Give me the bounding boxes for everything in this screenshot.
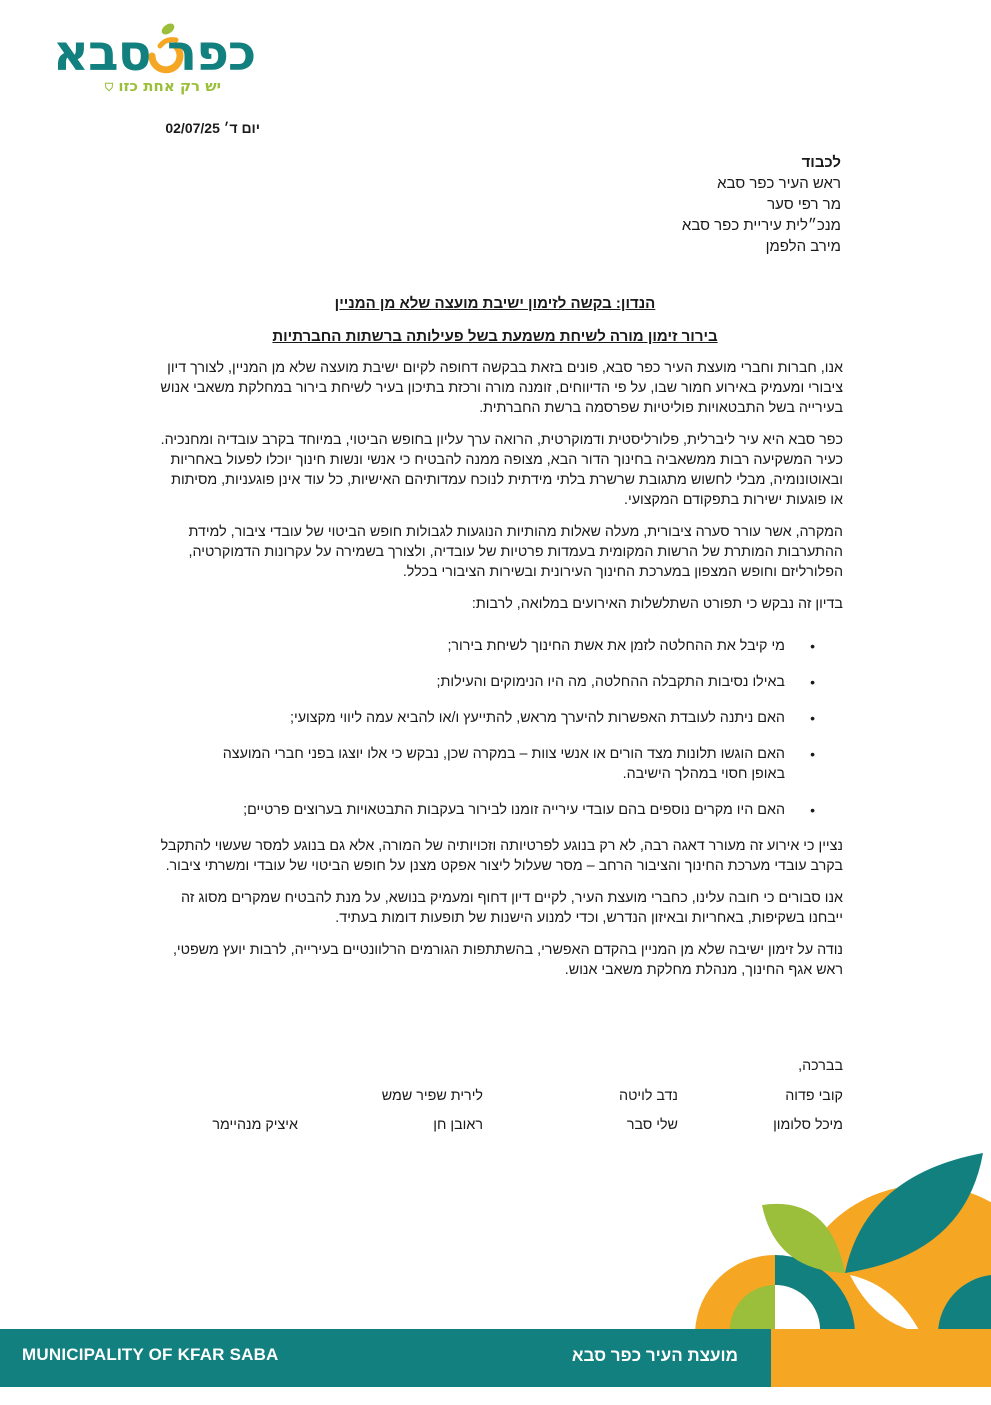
- municipality-logo: [38, 20, 270, 96]
- bullet-icon: •: [810, 746, 815, 762]
- body-paragraph: נודה על זימון ישיבה שלא מן המניין בהקדם האפשרי, בהשתתפות הגורמים הרלוונטיים בעירייה, לרבות יועץ משפטי, ראש אגף החינוך, מנהלת מחלקת משאבי אנוש.: [172, 942, 843, 978]
- signatory-name: קובי פדוה: [785, 1088, 843, 1104]
- recipient-block: [541, 152, 841, 257]
- shield-icon: ⛉: [104, 81, 114, 94]
- signatory-name: מיכל סלומון: [773, 1117, 843, 1133]
- list-item: • באילו נסיבות התקבלה ההחלטה, מה היו הנימוקים והעילות;: [436, 674, 815, 690]
- signatory-name: [158, 1088, 298, 1104]
- recipient-line: ראש העיר כפר סבא: [717, 175, 841, 192]
- signatory-name: איציק מנהיימר: [212, 1117, 298, 1133]
- signature-row: [150, 1117, 843, 1133]
- body-paragraph: המקרה, אשר עורר סערה ציבורית, מעלה שאלות מהותיות הנוגעות לגבולות חופש הביטוי של עובדי ציבור, למידת ההתערבות המותרת של הרשות המקומית בעמדות פרטיות של עובדיה, ולצורך בשמירה על עקרונות הדמוקרטיה, הפלורליזם וחופש המצפון במערכת החינוך העירונית ובשירות הציבורי בכלל.: [188, 524, 843, 580]
- signatory-name: לירית שפיר שמש: [381, 1088, 483, 1104]
- list-item: • האם היו מקרים נוספים בהם עובדי עירייה זומנו לבירור בעקבות התבטאויות בערוצים פרטיים;: [243, 802, 815, 818]
- signatory-name: ראובן חן: [433, 1117, 483, 1133]
- list-item: • מי קיבל את ההחלטה לזמן את אשת החינוך לשיחת בירור;: [447, 638, 815, 654]
- logo-title: כפר סבא: [52, 24, 256, 82]
- subject-subline: בירור זימון מורה לשיחת משמעת בשל פעילותה ברשתות החברתיות: [272, 328, 718, 345]
- signature-block: [150, 1058, 843, 1146]
- signatory-name: נדב לויטה: [619, 1088, 678, 1104]
- closing-greeting: בברכה,: [798, 1058, 843, 1074]
- list-item: • האם ניתנה לעובדת האפשרות להיערך מראש, להתייעץ ו/או להביא עמה ליווי מקצועי;: [290, 710, 815, 726]
- question-list: [160, 636, 843, 820]
- bullet-icon: •: [810, 638, 815, 654]
- body-paragraph: בדיון זה נבקש כי תפורט השתלשלות האירועים במלואה, לרבות:: [471, 596, 843, 612]
- recipient-line: מירב הלפמן: [765, 238, 841, 255]
- footer-english-name: MUNICIPALITY OF KFAR SABA: [22, 1345, 279, 1364]
- body-paragraph: אנו סבורים כי חובה עלינו, כחברי מועצת העיר, לקיים דיון דחוף ומעמיק בנושא, על מנת להבטיח שמקרים מסוג זה ייבחנו בשקיפות, באחריות ובאיזון הנדרש, וכדי למנוע הישנות של תופעות דומות בעתיד.: [181, 890, 843, 926]
- salutation: לכבוד: [801, 154, 841, 171]
- list-item: • האם הוגשו תלונות מצד הורים או אנשי צוות – במקרה שכן, נבקש כי אלו יוצגו בפני חברי המועצה באופן חסוי במהלך הישיבה.: [222, 746, 815, 782]
- bullet-icon: •: [810, 802, 815, 818]
- bullet-icon: •: [810, 710, 815, 726]
- signatory-name: שלי סבר: [626, 1117, 678, 1133]
- signature-row: [150, 1088, 843, 1104]
- recipient-line: מנכ״לית עיריית כפר סבא: [681, 217, 841, 234]
- body-paragraph: אנו, חברות וחברי מועצת העיר כפר סבא, פונים בזאת בבקשה דחופה לקיום ישיבת מועצה שלא מן המניין, לצורך דיון ציבורי ומעמיק באירוע חמור שבו, על פי הדיווחים, זומנה מורה ורכזת בתיכון בעיר לשיחת בירור במחלקת משאבי אנוש בעירייה בשל התבטאויות פוליטיות שפרסמה ברשת החברתית.: [160, 360, 843, 416]
- letter-date: יום ד׳ 02/07/25: [165, 120, 260, 136]
- letter-body: [160, 358, 843, 992]
- subject-line: הנדון: בקשה לזימון ישיבת מועצה שלא מן המניין: [334, 295, 656, 312]
- bullet-icon: •: [810, 674, 815, 690]
- body-paragraph: נציין כי אירוע זה מעורר דאגה רבה, לא רק בנוגע לפרטיותה וזכויותיה של המורה, אלא גם בנוגע למסר שעשוי להתקבל בקרב עובדי מערכת החינוך והציבור הרחב – מסר שעלול ליצור אפקט מצנן על חופש הביטוי של עובדי ומשרתי ציבור.: [160, 838, 843, 874]
- recipient-line: מר רפי סער: [767, 196, 841, 213]
- logo-tagline: יש רק אחת כזו ⛉: [104, 77, 222, 95]
- body-paragraph: כפר סבא היא עיר ליברלית, פלורליסטית ודמוקרטית, הרואה ערך עליון בחופש הביטוי, במיוחד בקרב עובדיה ומחנכיה. כעיר המשקיעה רבות ממשאביה בחינוך הדור הבא, מצופה ממנה להבטיח כי אנשי ונשות חינוך יוכלו לפעול באחריות ובאוטונומיה, מבלי לחשוש מתגובת שרשרת בלתי מידתית לנוכח עמדותיהם האישיות, כל עוד אינן פוגעניות, מסיתות או פוגעות ישירות בתפקודם המקצועי.: [160, 432, 843, 508]
- footer-hebrew-name: מועצת העיר כפר סבא: [571, 1346, 738, 1365]
